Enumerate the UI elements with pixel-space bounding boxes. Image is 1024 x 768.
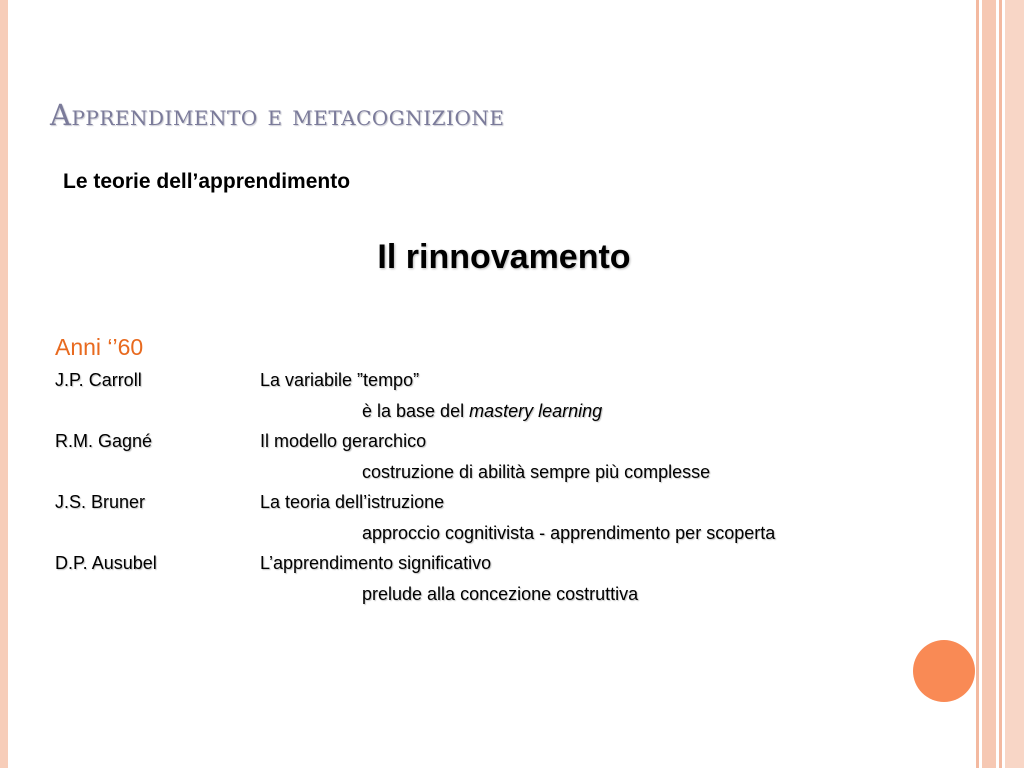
entry-description <box>362 401 602 422</box>
section-heading: Il rinnovamento <box>377 238 631 276</box>
entry-description-row <box>0 584 960 614</box>
stripe <box>976 0 979 768</box>
entry-description-row <box>0 401 960 431</box>
slide-title: Apprendimento e metacognizione <box>50 98 505 132</box>
entry-author: J.P. Carroll <box>55 370 142 390</box>
entry-work: La variabile ”tempo” <box>260 370 420 390</box>
stripe <box>1005 0 1024 768</box>
entry-description: approccio cognitivista - apprendimento per scoperta <box>362 523 776 543</box>
entry-row <box>0 553 960 583</box>
entry-description-row <box>0 523 960 553</box>
entry-row <box>0 370 960 400</box>
slide-subtitle: Le teorie dell’apprendimento <box>63 170 351 193</box>
entry-description: costruzione di abilità sempre più complesse <box>362 462 711 482</box>
entry-row <box>0 431 960 461</box>
description-emphasis: mastery learning <box>469 401 603 421</box>
period-label: Anni ‘’60 <box>55 334 144 360</box>
entry-description-row <box>0 462 960 492</box>
entry-author: R.M. Gagné <box>55 431 153 451</box>
right-stripes-decoration <box>976 0 1024 768</box>
entry-work: Il modello gerarchico <box>260 431 427 451</box>
entry-author: J.S. Bruner <box>55 492 146 512</box>
entry-row <box>0 492 960 522</box>
entry-work: La teoria dell’istruzione <box>260 492 445 512</box>
stripe <box>999 0 1002 768</box>
decorative-circle <box>913 640 975 702</box>
entry-author: D.P. Ausubel <box>55 553 157 573</box>
entry-work: L’apprendimento significativo <box>260 553 492 573</box>
description-text: è la base del <box>362 401 470 421</box>
entry-description: prelude alla concezione costruttiva <box>362 584 639 604</box>
stripe <box>982 0 996 768</box>
